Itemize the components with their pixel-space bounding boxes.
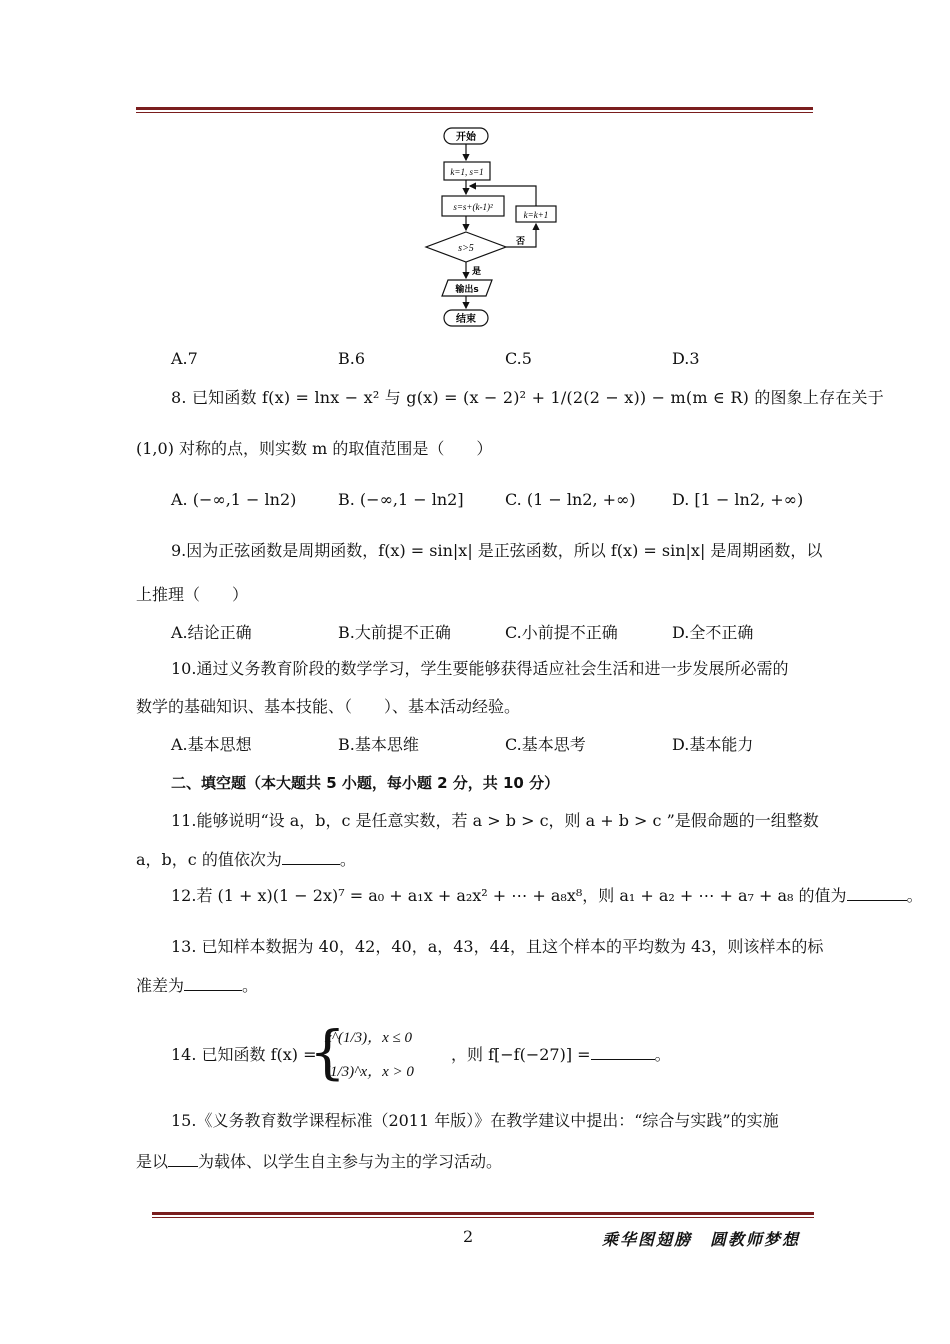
q15-line2 (136, 1150, 812, 1173)
flow-condition-text: s>5 (458, 243, 474, 254)
q14-block (171, 1016, 811, 1092)
q13-line2 (136, 974, 812, 997)
q13-tail: 。 (242, 976, 259, 995)
q13-line2-text: 准差为 (136, 976, 185, 995)
q14-lead: 14. 已知函数 f(x) = (171, 1045, 317, 1064)
q9-option-d: D.全不正确 (672, 623, 754, 642)
flow-no-label: 否 (516, 237, 526, 247)
section2-heading: 二、填空题（本大题共 5 小题，每小题 2 分，共 10 分） (171, 774, 560, 792)
q11-line2 (136, 848, 812, 871)
q8-option-b: B. (−∞,1 − ln2] (338, 490, 464, 509)
q12-answer-blank[interactable] (847, 884, 907, 901)
flow-start-text: 开始 (456, 132, 476, 143)
q7-option-a: A.7 (171, 349, 198, 368)
q8-option-a: A. (−∞,1 − ln2) (171, 490, 297, 509)
q8-option-c: C. (1 − ln2, +∞) (505, 490, 636, 509)
q14-mid-text: ，则 f[−f(−27)] = (451, 1045, 591, 1064)
q15-line1: 15.《义务教育数学课程标准（2011 年版）》在教学建议中提出：“综合与实践”的实施 (171, 1111, 779, 1130)
q13-line1: 13. 已知样本数据为 40，42，40，a，43，44，且这个样本的平均数为 43，则该样本的标 (171, 937, 824, 956)
q11-tail: 。 (339, 850, 356, 869)
flowchart (420, 122, 560, 332)
flow-increment-text: k=k+1 (523, 210, 549, 220)
q10-option-c: C.基本思考 (505, 735, 586, 754)
q9-line2: 上推理（ ） (136, 585, 249, 604)
q7-option-b: B.6 (338, 349, 366, 368)
q7-option-d: D.3 (672, 349, 700, 368)
q10-option-b: B.基本思维 (338, 735, 419, 754)
q9-option-c: C.小前提不正确 (505, 623, 618, 642)
q14-answer-blank[interactable] (591, 1043, 655, 1060)
q10-option-d: D.基本能力 (672, 735, 754, 754)
q11-line2-text: a，b，c 的值依次为 (136, 850, 282, 869)
q10-line2: 数学的基础知识、基本技能、（ ）、基本活动经验。 (136, 697, 521, 716)
page-number: 2 (463, 1227, 474, 1246)
q12-text: 12.若 (1 + x)(1 − 2x)⁷ = a₀ + a₁x + a₂x² + ⋯ + a₈x⁸，则 a₁ + a₂ + ⋯ + a₇ + a₈ 的值为 (171, 886, 847, 905)
q15-line2-b: 为载体、以学生自主参与为主的学习活动。 (198, 1152, 503, 1171)
q12-line (171, 884, 923, 907)
q12-tail: 。 (906, 886, 923, 905)
header-rule (136, 107, 813, 110)
q14-case1: x^(1/3)，x ≤ 0 (325, 1030, 413, 1046)
q9-option-a: A.结论正确 (171, 623, 252, 642)
q8-option-d: D. [1 − ln2, +∞) (672, 490, 804, 509)
q15-answer-blank[interactable] (168, 1150, 198, 1167)
q14-mid (451, 1042, 671, 1065)
q14-tail: 。 (654, 1045, 671, 1064)
q7-option-c: C.5 (505, 349, 532, 368)
q9-option-b: B.大前提不正确 (338, 623, 451, 642)
q15-line2-a: 是以 (136, 1152, 169, 1171)
flow-output-text: 输出s (455, 285, 479, 295)
footer-rule (152, 1212, 814, 1215)
flow-yes-label: 是 (472, 267, 482, 277)
q9-line1: 9.因为正弦函数是周期函数，f(x) = sin|x| 是正弦函数，所以 f(x) = sin|x| 是周期函数，以 (171, 541, 823, 560)
q8-line1: 8. 已知函数 f(x) = lnx − x² 与 g(x) = (x − 2)² + 1/(2(2 − x)) − m(m ∈ R) 的图象上存在关于 (171, 388, 884, 407)
q11-line1: 11.能够说明“设 a，b，c 是任意实数，若 a > b > c，则 a + b > c ”是假命题的一组整数 (171, 811, 819, 830)
q8-line2: (1,0) 对称的点，则实数 m 的取值范围是（ ） (136, 439, 493, 458)
q13-answer-blank[interactable] (184, 974, 242, 991)
flow-end-text: 结束 (456, 314, 476, 325)
q11-answer-blank[interactable] (282, 848, 340, 865)
flow-init-text: k=1, s=1 (450, 167, 484, 177)
footer-slogan: 乘华图翅膀 圆教师梦想 (602, 1230, 801, 1249)
flow-update-text: s=s+(k-1)² (453, 202, 493, 212)
q10-line1: 10.通过义务教育阶段的数学学习，学生要能够获得适应社会生活和进一步发展所必需的 (171, 659, 789, 678)
q10-option-a: A.基本思想 (171, 735, 252, 754)
q14-case2: (1/3)^x，x > 0 (325, 1064, 414, 1080)
q14-brace: { (309, 1018, 346, 1086)
